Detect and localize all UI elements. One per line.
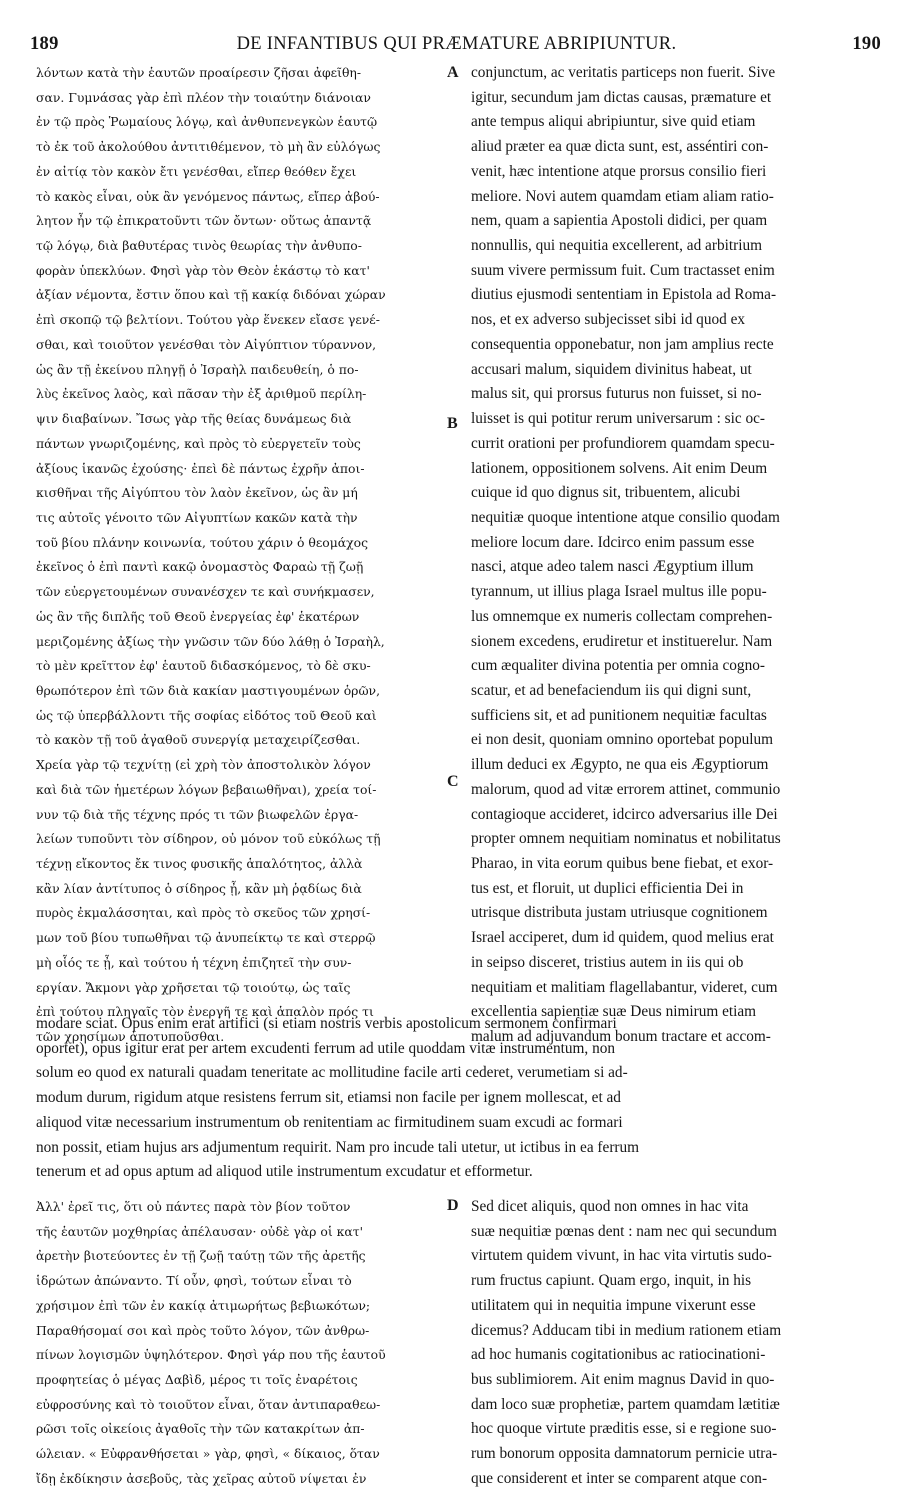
greek-text-line: πάντων γνωριζομένης, καὶ πρὸς τὸ εὐεργετεῖν τοὺς <box>36 435 361 451</box>
latin-text-line: ad hoc humanis cogitationibus ac ratiocinationi- <box>471 1346 766 1364</box>
latin-text-line: non possit, etiam hujus ars adjumentum requirit. Nam pro incude tali utetur, ut ictibus in ea ferrum <box>36 1138 640 1156</box>
latin-text-line: scatur, et ad benefaciendum iis qui digni sunt, <box>471 681 752 699</box>
greek-text-line: λητον ἦν τῷ ἐπικρατοῦντι τῶν ὄντων· οὕτως ἀπαντᾷ <box>36 213 372 229</box>
latin-text-line: nos, et ex adverso subjecisset sibi id quod ex <box>471 311 746 329</box>
latin-text-line: que considerent et inter se comparent atque con- <box>471 1469 768 1487</box>
greek-text-line: σαν. Γυμνάσας γὰρ ἐπὶ πλέον τὴν τοιαύτην διάνοιαν <box>36 89 371 105</box>
greek-text-line: ἐπὶ σκοπῷ τῷ βελτίονι. Τούτου γὰρ ἕνεκεν εἴασε γενέ- <box>36 312 380 328</box>
greek-text-line: ψιν διαβαίνων. Ἴσως γὰρ τῆς θείας δυνάμεως διὰ <box>36 411 352 427</box>
greek-text-line: τὸ κακὸς εἶναι, οὐκ ἂν γενόμενος πάντως, εἴπερ ἀβού- <box>36 188 380 204</box>
greek-text-line: πίνων λογισμῶν ὑψηλότερον. Φησὶ γάρ που τῆς ἑαυτοῦ <box>36 1347 386 1363</box>
greek-text-line: κἂν λίαν ἀντίτυπος ὁ σίδηρος ᾖ, κἂν μὴ ῥᾳδίως διὰ <box>36 880 362 896</box>
latin-text-line: contagioque accideret, idcirco adversarius ille Dei <box>471 805 778 823</box>
latin-text-line: tyrannum, ut illius plaga Israel multus ille popu- <box>471 583 767 601</box>
greek-text-line: εργίαν. Ἄκμονι γὰρ χρῆσεται τῷ τοιούτῳ, ὡς ταῖς <box>36 979 351 995</box>
latin-text-line: Sed dicet aliquis, quod non omnes in hac vita <box>471 1198 749 1215</box>
greek-text-line: τῶν εὐεργετουμένων συνανέσχεν τε καὶ συνήκμασεν, <box>36 584 375 600</box>
latin-text-line: solum eo quod ex naturali quadam teneritate ac mollitudine facile arti cederet, verumetiam si ad- <box>36 1064 628 1082</box>
greek-text-line: Ἀλλ' ἐρεῖ τις, ὅτι οὐ πάντες παρὰ τὸν βίον τοῦτον <box>36 1199 351 1214</box>
latin-text-line: conjunctum, ac veritatis particeps non fuerit. Sive <box>471 64 776 81</box>
latin-text-line: aliquod vitæ necessarium instrumentum ob renitentiam ac firmitudinem suam excudi ac formari <box>36 1113 623 1131</box>
latin-text-line: cuique id quo dignus sit, tribuentem, alicubi <box>471 484 741 502</box>
latin-text-line: ante tempus aliqui abripiuntur, sive quid etiam <box>471 113 756 131</box>
margin-marker-c: C <box>447 773 459 790</box>
greek-text-line: ἐν αἰτίᾳ τὸν κακὸν ἔτι γενέσθαι, εἴπερ θεόθεν ἔχει <box>36 163 357 179</box>
latin-text-line: propter omnem nequitiam nominatus et nobilitatus <box>471 830 781 848</box>
greek-text-line: ἐπὶ τούτου πληγαῖς τὸν ἐνεργῆ τε καὶ ἁπαλὸν πρός τι <box>36 1004 374 1020</box>
latin-text-line: meliore. Novi autem quamdam etiam aliam ratio- <box>471 187 774 205</box>
latin-text-line: malum ad adjuvandum bonum tractare et accom- <box>471 1028 771 1046</box>
latin-text-line: Israel acciperet, dum id quidem, quod melius erat <box>471 929 774 947</box>
greek-text-line: χρήσιμον ἐπὶ τῶν ἐν κακίᾳ ἀτιμωρήτως βεβιωκότων; <box>36 1297 371 1313</box>
greek-text-line: λείων τυποῦντι τὸν σίδηρον, οὐ μόνον τοῦ εὐκόλως τῇ <box>36 831 381 847</box>
left-page-number: 189 <box>30 34 59 54</box>
latin-column-top <box>471 61 883 1051</box>
latin-text-line: nonnullis, qui nequitia excellerent, ad arbitrium <box>471 237 762 255</box>
greek-text-line: τὸ μὲν κρεῖττον ἐφ' ἑαυτοῦ διδασκόμενος, τὸ δὲ σκυ- <box>36 658 371 674</box>
latin-text-line: accusari malum, siquidem divinitus habeat, ut <box>471 360 752 378</box>
latin-text-line: excellentia sapientiæ suæ Deus nimirum etiam <box>471 1003 757 1021</box>
greek-text-line: ὡς ἂν τῆς διπλῆς τοῦ Θεοῦ ἐνεργείας ἐφ' ἑκατέρων <box>36 608 360 624</box>
greek-text-line: Χρεία γὰρ τῷ τεχνίτῃ (εἰ χρὴ τὸν ἀποστολικὸν λόγον <box>36 757 371 773</box>
latin-text-line: tus est, et floruit, ut duplici efficientia Dei in <box>471 879 744 897</box>
greek-text-line: ἱδρώτων ἀπώναντο. Τί οὖν, φησὶ, τούτων εἶναι τὸ <box>36 1273 352 1289</box>
greek-text-line: ώλειαν. « Εὐφρανθήσεται » γὰρ, φησὶ, « δίκαιος, ὅταν <box>36 1446 380 1462</box>
greek-text-line: προφητείας ὁ μέγας Δαβὶδ, μέρος τι τοῖς ἐναρέτοις <box>36 1372 358 1388</box>
right-page-number: 190 <box>852 34 881 54</box>
latin-text-line: modare sciat. Opus enim erat artifici (si etiam nostris verbis apostolicum sermonem confirmari <box>36 1015 617 1032</box>
latin-text-line: venit, hæc intentione atque prorsus consilio fieri <box>471 162 767 180</box>
latin-text-line: oportet), opus igitur erat per artem excudenti ferrum ad utile quoddam vitæ instrumentum, non <box>36 1039 616 1057</box>
greek-text-line: μὴ οἷός τε ᾖ, καὶ τούτου ἡ τέχνη ἐπιζητεῖ τὴν συν- <box>36 954 352 970</box>
latin-text-line: sufficiens sit, et ad punitionem nequitiæ facultas <box>471 706 767 724</box>
latin-text-line: suum vivere permissum fuit. Cum tractasset enim <box>471 261 775 279</box>
greek-text-line: τῷ λόγῳ, διὰ βαθυτέρας τινὸς θεωρίας τὴν ἀνθυπο- <box>36 238 362 254</box>
latin-text-line: nem, quam a sapientia Apostoli didici, per quam <box>471 212 768 230</box>
latin-text-line: nasci, atque adeo talem nasci Ægyptium illum <box>471 558 754 576</box>
latin-text-line: utrisque distributa justam utriusque cognitionem <box>471 904 768 922</box>
greek-text-line: τῆς ἑαυτῶν μοχθηρίας ἀπέλαυσαν· οὐδὲ γὰρ οἱ κατ' <box>36 1223 364 1239</box>
latin-text-line: malus sit, qui prorsus futurus non fuisset, si no- <box>471 385 762 403</box>
greek-text-line: θρωπότερον ἐπὶ τῶν διὰ κακίαν μαστιγουμένων ὁρῶν, <box>36 682 381 698</box>
greek-text-line: μεριζομένης ἀξίως τὴν γνῶσιν τῶν δύο λάθῃ ὁ Ἰσραὴλ, <box>36 633 385 649</box>
margin-marker-b: B <box>447 415 458 432</box>
latin-text-line: cum æqualiter divina potentia per omnia cogno- <box>471 657 765 675</box>
latin-text-line: lus omnemque ex numeris collectam comprehen- <box>471 607 773 625</box>
greek-text-line: ἀρετὴν βιοτεύοντες ἐν τῇ ζωῇ ταύτῃ τῶν τῆς ἀρετῆς <box>36 1248 366 1264</box>
latin-text-line: malorum, quod ad vitæ errorem attinet, communio <box>471 780 781 798</box>
greek-text-line: ἐκεῖνος ὁ ἐπὶ παντὶ κακῷ ὀνομαστὸς Φαραὼ τῇ ζωῇ <box>36 559 364 575</box>
latin-text-line: illum deduci ex Ægypto, ne qua eis Ægyptiorum <box>471 756 769 774</box>
latin-text-line: consequentia opponebatur, non jam amplius recte <box>471 335 774 353</box>
greek-text-line: καὶ διὰ τῶν ἡμετέρων λόγων βεβαιωθῆναι), χρεία τοί- <box>36 781 377 797</box>
latin-text-line: igitur, secundum jam dictas causas, præmature et <box>471 88 772 106</box>
latin-full-width-paragraph <box>36 1012 881 1186</box>
greek-text-line: πυρὸς ἐκμαλάσσηται, καὶ πρὸς τὸ σκεῦος τῶν χρησί- <box>36 905 371 921</box>
latin-text-line: modum durum, rigidum atque resistens ferrum sit, etiamsi non facile per ignem mollescat, et ad <box>36 1089 621 1107</box>
margin-marker-d: D <box>447 1197 459 1214</box>
greek-text-line: λόντων κατὰ τὴν ἑαυτῶν προαίρεσιν ζῆσαι ἀφεῖθη- <box>36 65 362 80</box>
greek-text-line: ὡς τῷ ὑπερβάλλοντι τῆς σοφίας εἰδότος τοῦ Θεοῦ καὶ <box>36 707 377 723</box>
latin-text-line: Pharao, in vita eorum quibus bene fiebat, et exor- <box>471 855 774 872</box>
greek-text-line: κισθῆναι τῆς Αἰγύπτου τὸν λαὸν ἐκεῖνον, ὡς ἂν μή <box>36 485 358 501</box>
greek-text-line: σθαι, καὶ τοιοῦτον γενέσθαι τὸν Αἰγύπτιον τύραννον, <box>36 336 377 352</box>
greek-text-line: ρῶσι τοῖς οἰκείοις ἀγαθοῖς τὴν τῶν κατακρίτων ἀπ- <box>36 1421 365 1437</box>
latin-text-line: virtutem quidem vivunt, in hac vita virtutis sudo- <box>471 1247 772 1265</box>
running-title: DE INFANTIBUS QUI PRÆMATURE ABRIPIUNTUR. <box>236 34 677 54</box>
greek-column-top <box>36 61 451 1051</box>
greek-text-line: μων τοῦ βίου τυπωθῆναι τῷ ἀνυπείκτῳ τε καὶ στερρῷ <box>36 930 376 946</box>
latin-column-bottom <box>471 1195 883 1493</box>
latin-text-line: utilitatem qui in nequitia impune vixerunt esse <box>471 1296 756 1314</box>
greek-text-line: ὡς ἂν τῇ ἐκείνου πληγῇ ὁ Ἰσραὴλ παιδευθείη, ὁ πο- <box>36 361 359 377</box>
greek-text-line: νυν τῷ διὰ τῆς τέχνης πρός τι τῶν βιωφελῶν ἐργα- <box>36 806 359 822</box>
latin-text-line: nequitiam et malitiam flagellabantur, videret, cum <box>471 978 778 996</box>
greek-text-line: ἀξίαν νέμοντα, ἔστιν ὅπου καὶ τῇ κακίᾳ διδόναι χώραν <box>36 287 386 303</box>
latin-text-line: dicemus? Adducam tibi in medium rationem etiam <box>471 1321 782 1339</box>
latin-text-line: lationem, oppositionem solvens. Ait enim Deum <box>471 459 768 477</box>
latin-text-line: ei non desit, quoniam omnino oportebat populum <box>471 731 774 749</box>
greek-text-line: τὸ κακὸν τῇ τοῦ ἀγαθοῦ συνεργίᾳ μεταχειρίζεσθαι. <box>36 732 361 748</box>
latin-text-line: in seipso disceret, tristius autem in iis qui ob <box>471 953 744 971</box>
latin-text-line: aliud præter ea quæ dicta sunt, est, asséntiri con- <box>471 138 769 156</box>
latin-text-line: diutius ejusmodi sententiam in Epistola ad Roma- <box>471 286 777 304</box>
latin-text-line: bus sublimiorem. Ait enim magnus David in quo- <box>471 1371 775 1389</box>
latin-text-line: nequitiæ quoque intentione atque consilio quodam <box>471 508 780 526</box>
latin-text-line: rum fructus capiunt. Quam ergo, inquit, in his <box>471 1272 752 1290</box>
greek-column-bottom <box>36 1195 451 1493</box>
greek-text-line: Παραθήσομαί σοι καὶ πρὸς τοῦτο λόγον, τῶν ἀνθρω- <box>36 1322 370 1338</box>
latin-text-line: hoc quoque virtute præditis esse, si e regione suo- <box>471 1420 777 1438</box>
latin-text-line: suæ nequitiæ pœnas dent : nam nec qui secundum <box>471 1222 777 1240</box>
greek-text-line: φορὰν ὑπεκλύων. Φησὶ γὰρ τὸν Θεὸν ἑκάστῳ τὸ κατ' <box>36 262 370 278</box>
latin-text-line: dam loco suæ prophetiæ, partem quamdam lætitiæ <box>471 1395 780 1413</box>
greek-text-line: τις αὐτοῖς γένοιτο τῶν Αἰγυπτίων κακῶν κατὰ τὴν <box>36 509 358 525</box>
greek-text-line: τέχνῃ εἴκοντος ἔκ τινος φυσικῆς ἁπαλότητος, ἀλλὰ <box>36 856 363 871</box>
greek-text-line: λὺς ἐκεῖνος λαὸς, καὶ πᾶσαν τὴν ἐξ ἀριθμοῦ περίλη- <box>36 386 367 402</box>
greek-text-line: ἴδῃ ἐκδίκησιν ἀσεβοῦς, τὰς χεῖρας αὐτοῦ νίψεται ἐν <box>36 1470 367 1486</box>
greek-text-line: εὐφροσύνης καὶ τὸ τοιοῦτον εἶναι, ὅταν ἀντιπαραθεω- <box>36 1396 381 1412</box>
greek-text-line: τῶν χρησίμων ἀποτυποῦσθαι. <box>36 1029 225 1045</box>
greek-text-line: τοῦ βίου πλάνην κοινωνία, τούτου χάριν ὁ θεομάχος <box>36 534 369 550</box>
page-header <box>30 34 883 58</box>
margin-marker-a: A <box>447 64 459 81</box>
latin-text-line: rum bonorum opposita damnatorum pernicie utra- <box>471 1445 778 1463</box>
latin-text-line: currit orationi per profundiorem quamdam specu- <box>471 434 775 452</box>
latin-text-line: meliore locum dare. Idcirco enim passum esse <box>471 533 755 551</box>
greek-text-line: τὸ ἐκ τοῦ ἀκολούθου ἀντιτιθέμενον, τὸ μὴ ἂν εὐλόγως <box>36 139 381 155</box>
greek-text-line: ἀξίους ἱκανῶς ἐχούσης· ἐπεὶ δὲ πάντως ἐχρῆν ἀποι- <box>36 460 365 476</box>
latin-text-line: luisset is qui potitur rerum universarum : sic oc- <box>471 410 765 428</box>
latin-text-line: sionem excedens, erudiretur et instituerelur. Nam <box>471 632 773 650</box>
latin-text-line: tenerum et ad opus aptum ad aliquod utile instrumentum excudatur et efformetur. <box>36 1163 533 1181</box>
greek-text-line: ἐν τῷ πρὸς Ῥωμαίους λόγῳ, καὶ ἀνθυπενεγκὼν ἑαυτῷ <box>36 114 378 130</box>
